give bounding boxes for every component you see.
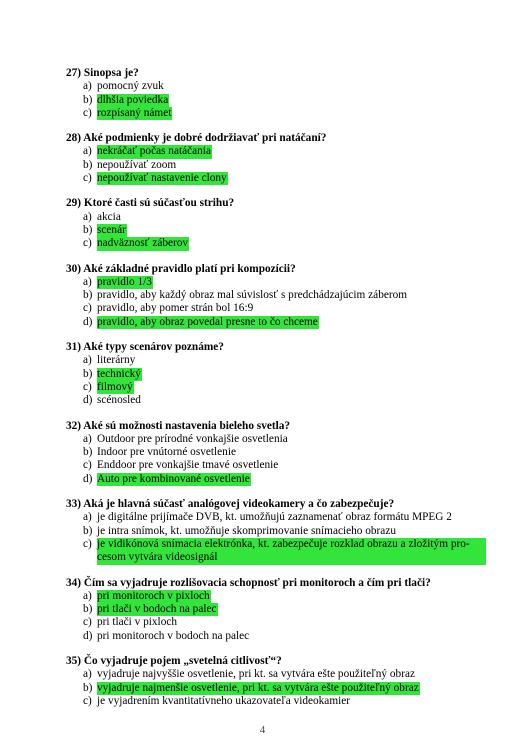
option-text: je digitálne prijímače DVB, kt. umožňujú zaznamenať obraz formátu MPEG 2 <box>97 511 452 524</box>
option-text-highlighted: nadväznosť záberov <box>97 237 189 250</box>
option-text: pri monitoroch v bodoch na palec <box>97 629 250 642</box>
page-number: 4 <box>259 724 266 736</box>
option-text-highlighted: pravidlo, aby obraz povedal presne to čo chceme <box>97 315 318 328</box>
option-letter: b) <box>83 681 93 694</box>
answer-option <box>66 289 486 302</box>
option-letter: b) <box>83 603 93 616</box>
question-block <box>66 655 486 708</box>
option-text: pomocný zvuk <box>97 80 164 93</box>
option-letter: b) <box>83 289 93 302</box>
option-letter: a) <box>83 589 92 602</box>
question-block <box>66 341 486 407</box>
answer-option <box>66 668 486 681</box>
option-text-highlighted <box>97 538 486 565</box>
option-text-highlighted: nekráčať počas natáčania <box>97 145 211 158</box>
option-text: nepoužívať zoom <box>97 158 177 171</box>
document-body <box>66 67 486 720</box>
option-letter: b) <box>83 524 93 537</box>
answer-option <box>66 695 486 708</box>
question-block <box>66 67 486 120</box>
option-letter: a) <box>83 511 92 524</box>
question-block <box>66 197 486 250</box>
question-block <box>66 498 486 564</box>
answer-option <box>66 80 486 93</box>
question-title: 35) Čo vyjadruje pojem „svetelná citlivosť“? <box>66 654 282 667</box>
option-letter: c) <box>83 694 92 707</box>
answer-option <box>66 511 486 524</box>
option-letter: c) <box>83 537 92 550</box>
answer-option <box>66 630 486 643</box>
question-block <box>66 420 486 486</box>
option-text-highlighted: Auto pre kombinované osvetlenie <box>97 472 250 485</box>
answer-option <box>66 473 486 486</box>
option-letter: a) <box>83 275 92 288</box>
answer-option <box>66 237 486 250</box>
option-text: je intra snímok, kt. umožňuje skomprimovanie snímacieho obrazu <box>97 524 396 537</box>
answer-option <box>66 459 486 472</box>
answer-option <box>66 211 486 224</box>
question-title: 31) Aké typy scenárov poznáme? <box>66 341 224 354</box>
answer-option <box>66 446 486 459</box>
answer-option <box>66 224 486 237</box>
option-text-highlighted: rozpísaný námet <box>97 106 172 119</box>
option-text-highlighted: scenár <box>97 223 126 236</box>
option-letter: c) <box>83 459 92 472</box>
option-text: akcia <box>97 210 121 223</box>
question-title: 28) Aké podmienky je dobré dodržiavať pri natáčaní? <box>66 132 327 145</box>
option-letter: c) <box>83 302 92 315</box>
answer-option <box>66 276 486 289</box>
answer-option <box>66 368 486 381</box>
option-text: pravidlo, aby každý obraz mal súvislosť s predchádzajúcim záberom <box>97 289 408 302</box>
option-text-highlighted: pri monitoroch v pixloch <box>97 589 210 602</box>
question-block <box>66 132 486 185</box>
answer-option <box>66 433 486 446</box>
option-text-highlighted: technický <box>97 367 141 380</box>
answer-option <box>66 172 486 185</box>
answer-option <box>66 682 486 695</box>
option-text: pri tlači v pixloch <box>97 616 177 629</box>
answer-option <box>66 302 486 315</box>
question-title: 34) Čím sa vyjadruje rozlišovacia schopnosť pri monitoroch a čím pri tlači? <box>66 576 431 589</box>
answer-option <box>66 394 486 407</box>
option-letter: a) <box>83 145 92 158</box>
option-text-highlighted: filmový <box>97 380 133 393</box>
option-letter: a) <box>83 354 92 367</box>
answer-option <box>66 159 486 172</box>
option-text-highlighted: nepoužívať nastavenie clony <box>97 172 227 185</box>
option-letter: a) <box>83 668 92 681</box>
answer-option <box>66 145 486 158</box>
option-letter: b) <box>83 223 93 236</box>
answer-option <box>66 525 486 538</box>
option-letter: d) <box>83 472 93 485</box>
option-letter: c) <box>83 172 92 185</box>
option-text-content: je vidikónová snímacia elektrónka, kt. zabezpečuje rozklad obrazu a zložitým pro-cesom vytvára videosignál <box>97 537 470 564</box>
option-text: pravidlo, aby pomer strán bol 16:9 <box>97 302 254 315</box>
option-letter: a) <box>83 80 92 93</box>
option-letter: b) <box>83 93 93 106</box>
option-text: literárny <box>97 354 136 367</box>
option-letter: c) <box>83 237 92 250</box>
option-text: Indoor pre vnútorné osvetlenie <box>97 446 236 459</box>
option-text: je vyjadrením kvantitatívneho ukazovateľa videokamier <box>97 694 351 707</box>
option-letter: a) <box>83 432 92 445</box>
answer-option <box>66 354 486 367</box>
option-text-highlighted: dlhšia poviedka <box>97 93 169 106</box>
option-letter: c) <box>83 380 92 393</box>
option-text-highlighted: pri tlači v bodoch na palec <box>97 603 217 616</box>
option-text: scénosled <box>97 394 141 407</box>
option-letter: c) <box>83 106 92 119</box>
question-title: 30) Aké základné pravidlo platí pri kompozícii? <box>66 262 296 275</box>
option-text-highlighted: vyjadruje najmenšie osvetlenie, pri kt. sa vytvára ešte použiteľný obraz <box>97 681 419 694</box>
option-letter: d) <box>83 394 93 407</box>
option-letter: b) <box>83 367 93 380</box>
answer-option <box>66 316 486 329</box>
answer-option <box>66 603 486 616</box>
answer-option <box>66 107 486 120</box>
option-text-highlighted: pravidlo 1/3 <box>97 275 152 288</box>
question-title: 27) Sinopsa je? <box>66 67 139 79</box>
answer-option <box>66 590 486 603</box>
question-block <box>66 263 486 329</box>
option-letter: d) <box>83 315 93 328</box>
answer-option <box>66 538 486 565</box>
question-title: 32) Aké sú možnosti nastavenia bieleho svetla? <box>66 419 291 432</box>
question-title: 33) Aká je hlavná súčasť analógovej videokamery a čo zabezpečuje? <box>66 498 395 511</box>
answer-option <box>66 381 486 394</box>
option-letter: b) <box>83 158 93 171</box>
question-block <box>66 577 486 643</box>
question-title: 29) Ktoré časti sú súčasťou strihu? <box>66 197 235 210</box>
answer-option <box>66 94 486 107</box>
option-text: Enddoor pre vonkajšie tmavé osvetlenie <box>97 459 279 472</box>
option-text: vyjadruje najvyššie osvetlenie, pri kt. sa vytvára ešte použiteľný obraz <box>97 668 415 681</box>
option-letter: c) <box>83 616 92 629</box>
option-letter: b) <box>83 446 93 459</box>
answer-option <box>66 616 486 629</box>
option-text: Outdoor pre prírodné vonkajšie osvetlenia <box>97 432 288 445</box>
option-letter: a) <box>83 210 92 223</box>
option-letter: d) <box>83 629 93 642</box>
